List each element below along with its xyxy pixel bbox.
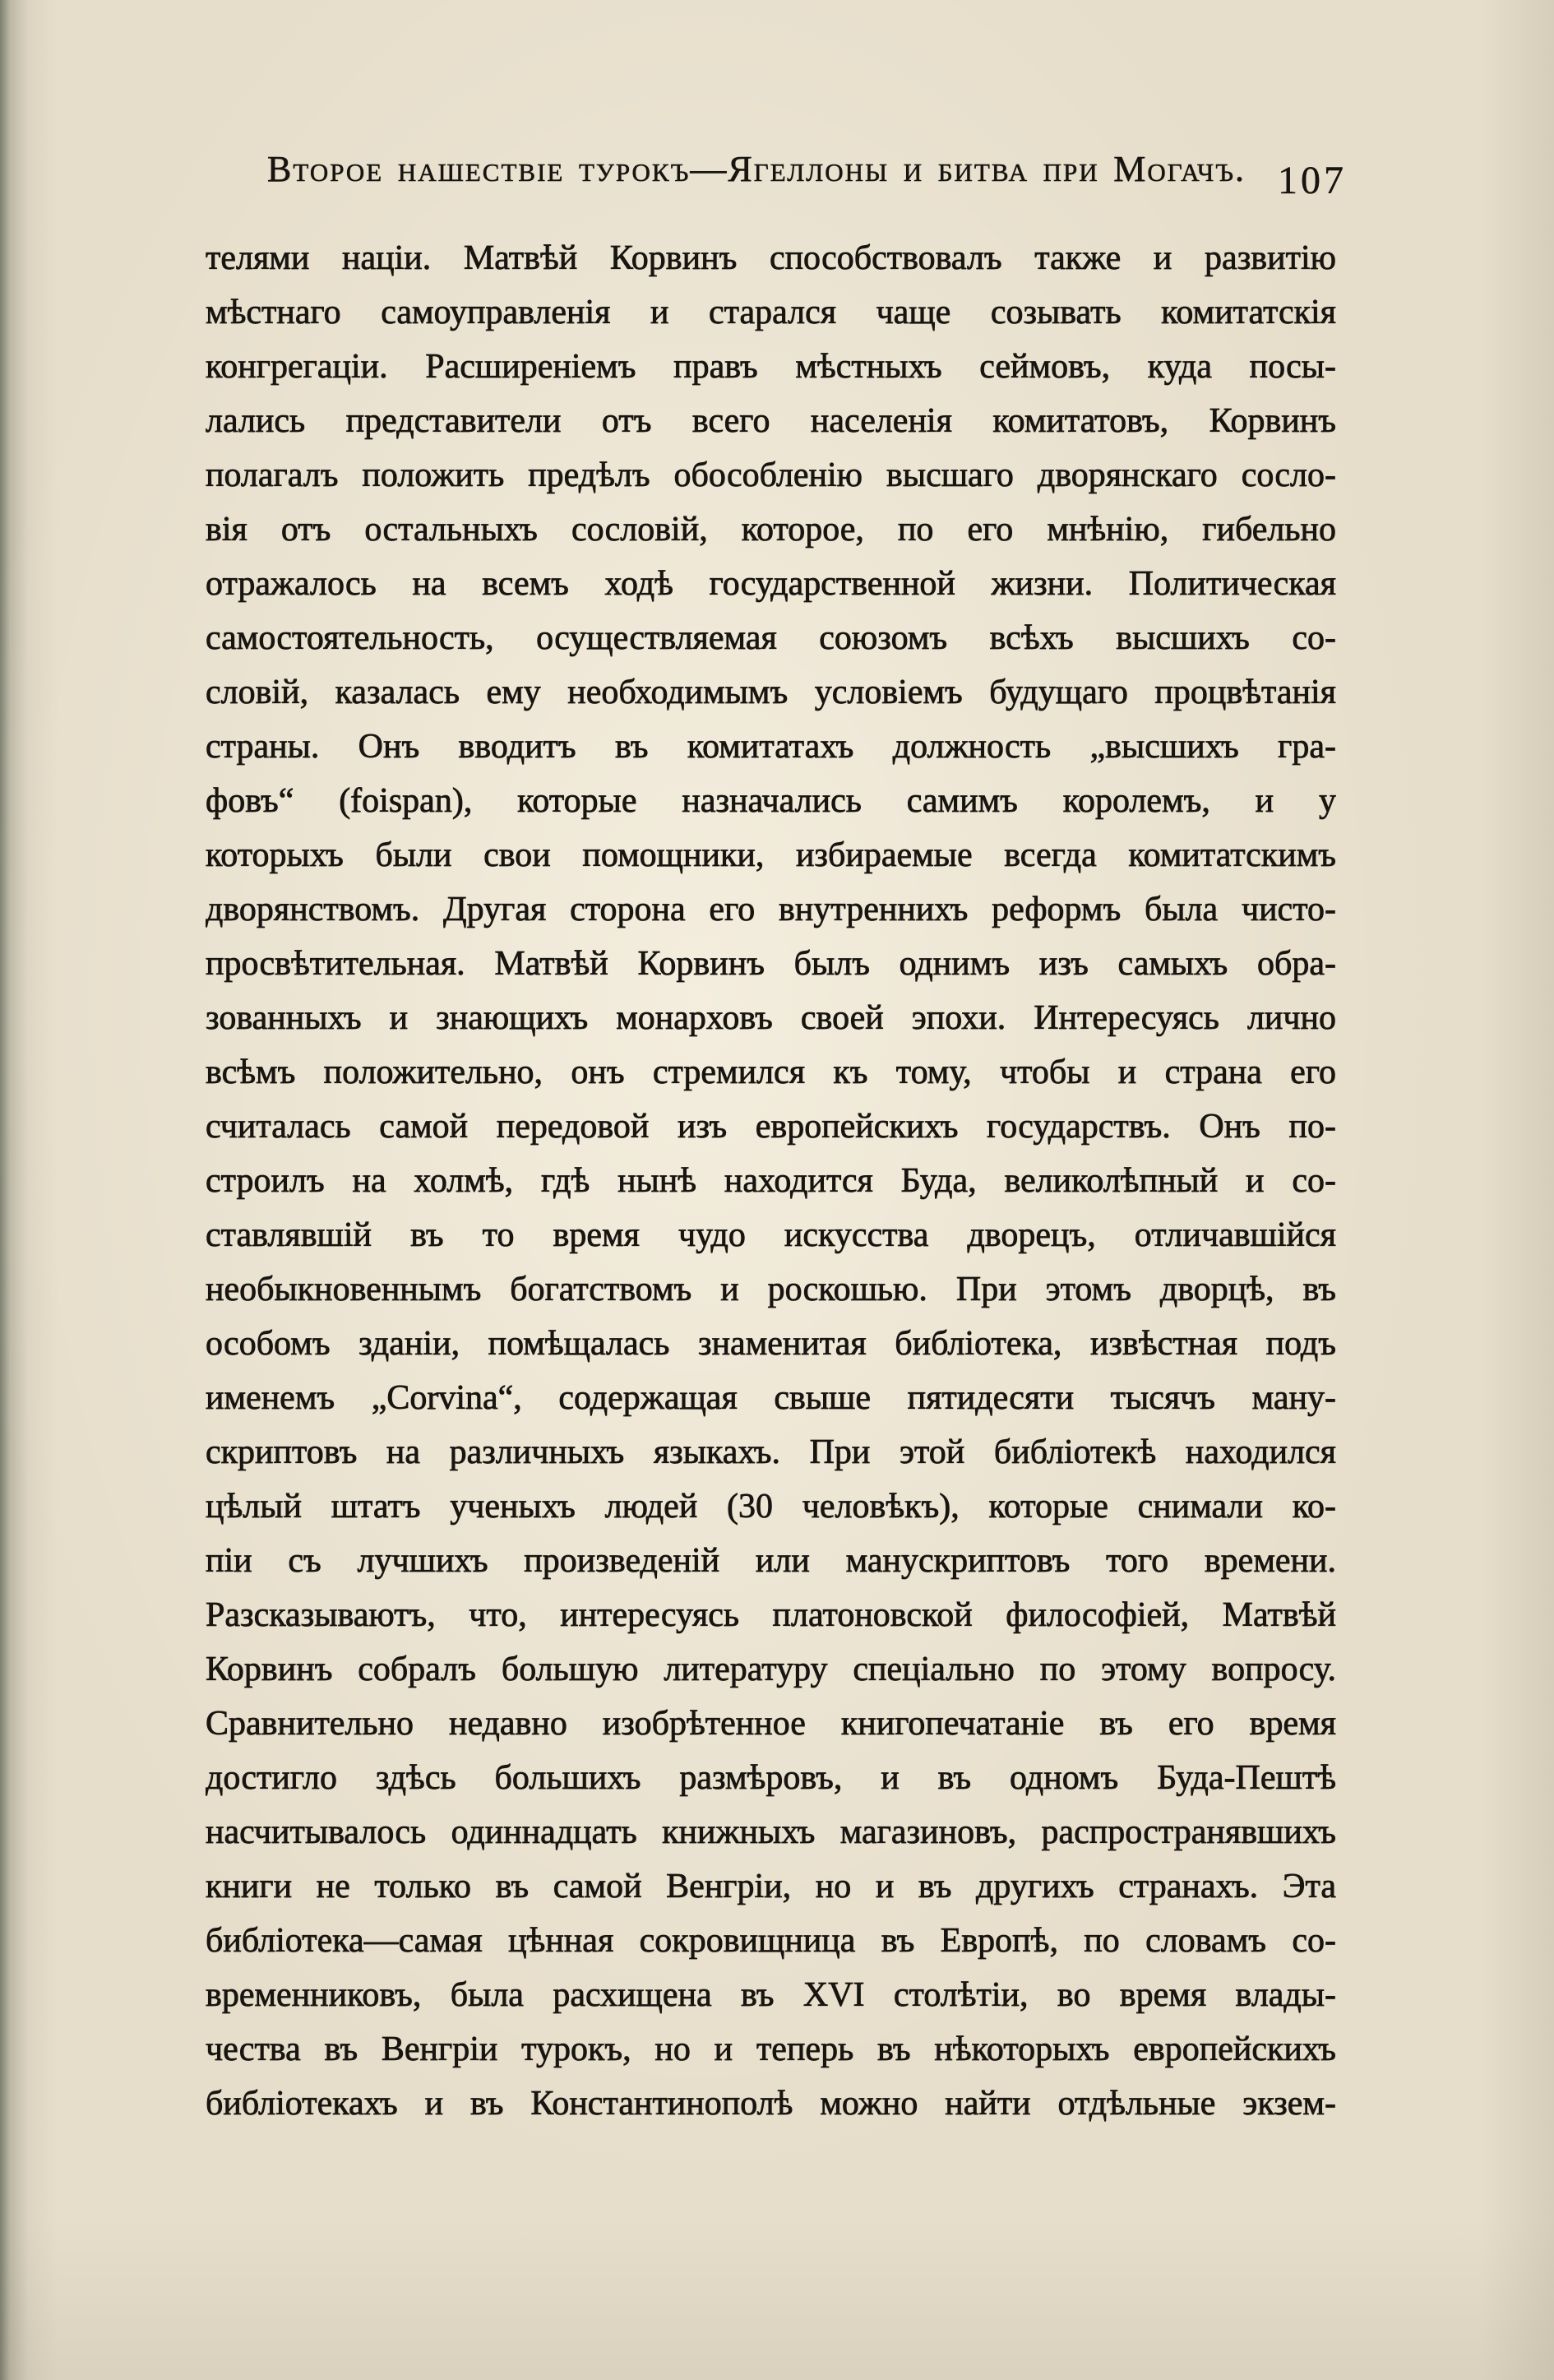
text-line: дворянствомъ. Другая сторона его внутреннихъ реформъ была чисто- xyxy=(206,891,1336,928)
text-line: страны. Онъ вводитъ въ комитатахъ должность „высшихъ гра- xyxy=(206,728,1336,766)
text-line: которыхъ были свои помощники, избираемые всегда комитатскимъ xyxy=(206,836,1336,874)
text-line: отражалось на всемъ ходѣ государственной жизни. Политическая xyxy=(206,565,1336,603)
text-line: всѣмъ положительно, онъ стремился къ тому, чтобы и страна его xyxy=(206,1053,1336,1091)
text-line: строилъ на холмѣ, гдѣ нынѣ находится Буда, великолѣпный и со- xyxy=(206,1162,1336,1200)
text-line: именемъ „Corvina“, содержащая свыше пятидесяти тысячъ ману- xyxy=(206,1379,1336,1417)
text-line: просвѣтительная. Матвѣй Корвинъ былъ однимъ изъ самыхъ обра- xyxy=(206,945,1336,983)
text-line: необыкновеннымъ богатствомъ и роскошью. При этомъ дворцѣ, въ xyxy=(206,1271,1336,1308)
text-line: самостоятельность, осуществляемая союзомъ всѣхъ высшихъ со- xyxy=(206,619,1336,657)
text-line: лались представители отъ всего населенія комитатовъ, Корвинъ xyxy=(206,402,1336,440)
body-text xyxy=(206,231,1336,2131)
text-line: библіотека—самая цѣнная сокровищница въ Европѣ, по словамъ со- xyxy=(206,1922,1336,1960)
text-line: временниковъ, была расхищена въ XVI столѣтіи, во время влады- xyxy=(206,1976,1336,2014)
text-line: конгрегаціи. Расширеніемъ правъ мѣстныхъ сеймовъ, куда посы- xyxy=(206,348,1336,386)
text-line: зованныхъ и знающихъ монарховъ своей эпохи. Интересуясь лично xyxy=(206,999,1336,1037)
text-line: полагалъ положить предѣлъ обособленію высшаго дворянскаго сосло- xyxy=(206,456,1336,494)
text-line: скриптовъ на различныхъ языкахъ. При этой библіотекѣ находился xyxy=(206,1433,1336,1471)
text-line: фовъ“ (foispan), которые назначались самимъ королемъ, и у xyxy=(206,782,1336,820)
text-line: книги не только въ самой Венгріи, но и въ другихъ странахъ. Эта xyxy=(206,1868,1336,1905)
text-line: цѣлый штатъ ученыхъ людей (30 человѣкъ), которые снимали ко- xyxy=(206,1488,1336,1526)
text-line: вія отъ остальныхъ сословій, которое, по его мнѣнію, гибельно xyxy=(206,511,1336,549)
text-line: піи съ лучшихъ произведеній или манускриптовъ того времени. xyxy=(206,1542,1336,1580)
text-line: телями націи. Матвѣй Корвинъ способствовалъ также и развитію xyxy=(206,239,1336,277)
text-line: библіотекахъ и въ Константинополѣ можно найти отдѣльные экзем- xyxy=(206,2085,1336,2123)
text-line: мѣстнаго самоуправленія и старался чаще созывать комитатскія xyxy=(206,294,1336,331)
text-line: Разсказываютъ, что, интересуясь платоновской философіей, Матвѣй xyxy=(206,1596,1336,1634)
text-line: чества въ Венгріи турокъ, но и теперь въ нѣкоторыхъ европейскихъ xyxy=(206,2030,1336,2068)
text-line: насчитывалось одиннадцать книжныхъ магазиновъ, распространявшихъ xyxy=(206,1813,1336,1851)
text-line: Корвинъ собралъ большую литературу спеціально по этому вопросу. xyxy=(206,1651,1336,1688)
page-number: 107 xyxy=(1278,159,1347,202)
text-line: ставлявшій въ то время чудо искусства дворецъ, отличавшійся xyxy=(206,1216,1336,1254)
text-line: Сравнительно недавно изобрѣтенное книгопечатаніе въ его время xyxy=(206,1705,1336,1743)
text-line: считалась самой передовой изъ европейскихъ государствъ. Онъ по- xyxy=(206,1108,1336,1146)
text-line: словій, казалась ему необходимымъ условіемъ будущаго процвѣтанія xyxy=(206,674,1336,711)
running-title: Второе нашествіе турокъ—Ягеллоны и битва при Могачъ. xyxy=(267,149,1246,189)
text-line: достигло здѣсь большихъ размѣровъ, и въ одномъ Буда-Пештѣ xyxy=(206,1759,1336,1797)
text-line: особомъ зданіи, помѣщалась знаменитая библіотека, извѣстная подъ xyxy=(206,1325,1336,1363)
